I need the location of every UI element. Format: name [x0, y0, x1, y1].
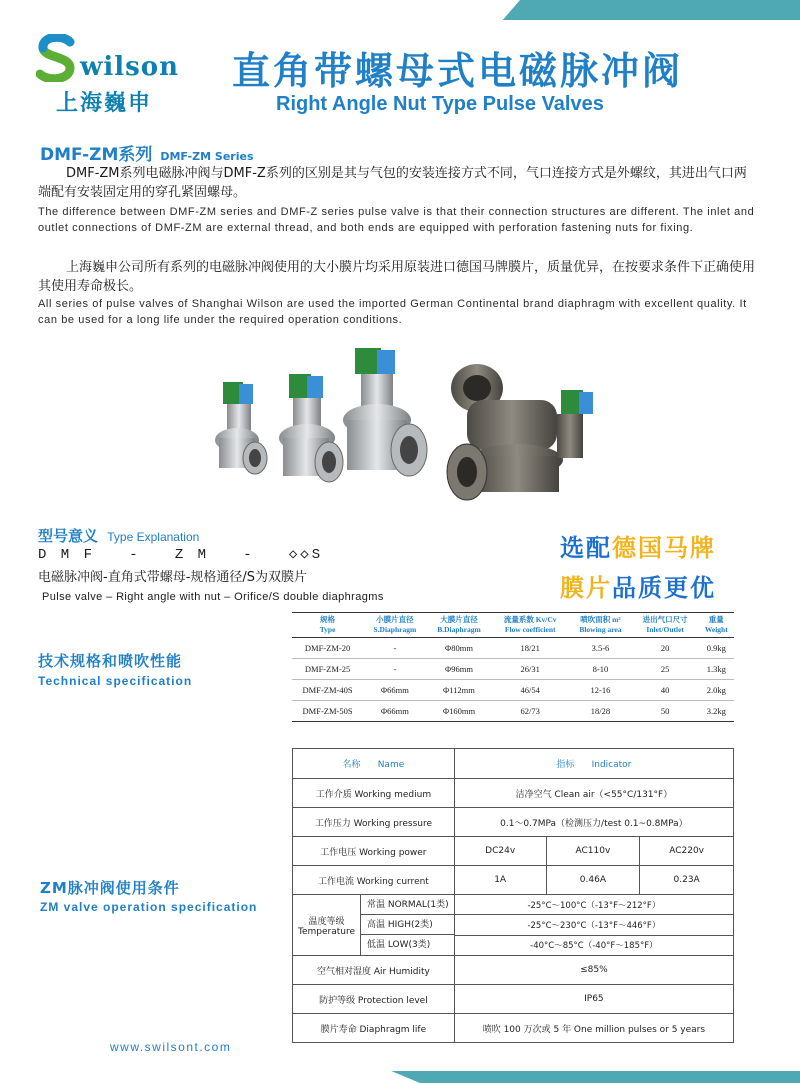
- col-s-diaphragm: 小膜片直径 S.Diaphragm: [363, 613, 427, 638]
- table-row: DMF-ZM-40S Φ66mm Φ112mm 46/54 12-16 40 2.0kg: [292, 680, 734, 701]
- series-paragraph-2-cn: 上海巍申公司所有系列的电磁脉冲阀使用的大小膜片均采用原装进口德国马牌膜片，质量优异，在按要求条件下正确使用其使用寿命极长。: [38, 260, 756, 294]
- tech-spec-title-en: Technical specification: [38, 674, 193, 688]
- website-link[interactable]: www.swilsont.com: [110, 1040, 232, 1054]
- table-row: 温度等级 Temperature 常温 NORMAL(1类) 高温 HIGH(2类) 低温 LOW(3类) -25°C～100°C（-13°F～212°F）: [293, 895, 734, 915]
- conditions-table: [292, 748, 734, 1043]
- valve-large: [343, 348, 427, 476]
- tech-spec-header-row: [292, 613, 734, 638]
- col-inlet-outlet: 进出气口尺寸 Inlet/Outlet: [632, 613, 699, 638]
- table-row: 工作电流 Working current 1A 0.46A 0.23A: [293, 866, 734, 895]
- col-blowing-area: 喷吹面积 m² Blowing area: [569, 613, 632, 638]
- promo-line2-b: 品质更优: [612, 574, 716, 602]
- table-row: DMF-ZM-50S Φ66mm Φ160mm 62/73 18/28 50 3.2kg: [292, 701, 734, 722]
- col-weight: 重量 Weight: [699, 613, 734, 638]
- table-row: -25°C～230°C（-13°F～446°F）: [293, 915, 734, 935]
- type-description-cn: 电磁脉冲阀-直角式带螺母-规格通径/S为双膜片: [38, 570, 308, 585]
- table-row: 工作压力 Working pressure 0.1～0.7MPa（检测压力/test 0.1~0.8MPa）: [293, 808, 734, 837]
- promo-line1-b: 德国马牌: [612, 534, 716, 562]
- table-row: 工作介质 Working medium 洁净空气 Clean air（<55°C/131°F）: [293, 779, 734, 808]
- series-paragraph-2-en: All series of pulse valves of Shanghai Wilson are used the imported German Continental brand diaphragm with excellent quality. It can be used for a long life under the required operation conditions.: [38, 298, 747, 326]
- type-explanation-heading: [38, 525, 199, 546]
- promo-slogan: [560, 528, 716, 608]
- valve-dark-large: [447, 364, 593, 500]
- table-row: 工作电压 Working power DC24v AC110v AC220v: [293, 837, 734, 866]
- series-paragraph-1-cn: DMF-ZM系列电磁脉冲阀与DMF-Z系列的区别是其与气包的安装连接方式不同，气口连接方式是外螺纹，其进出气口两端配有安装固定用的穿孔紧固螺母。: [38, 166, 747, 200]
- table-row: -40°C～85°C（-40°F～185°F）: [293, 935, 734, 955]
- series-heading: [40, 140, 254, 165]
- company-logo: [36, 34, 196, 114]
- conditions-title-cn: ZM脉冲阀使用条件: [40, 879, 180, 897]
- valve-small: [215, 382, 267, 474]
- tech-spec-table: [292, 612, 734, 722]
- conditions-heading: [40, 877, 257, 914]
- col-type: 规格 Type: [292, 613, 363, 638]
- tech-spec-heading: [38, 650, 192, 688]
- series-title-en: DMF-ZM Series: [160, 150, 254, 163]
- temperature-cell: 温度等级 Temperature 常温 NORMAL(1类) 高温 HIGH(2类) 低温 LOW(3类): [293, 895, 455, 956]
- type-explanation-title-en: Type Explanation: [107, 530, 200, 544]
- col-b-diaphragm: 大膜片直径 B.Diaphragm: [427, 613, 492, 638]
- logo-chinese-name: 上海巍申: [56, 91, 153, 116]
- conditions-title-en: ZM valve operation specification: [40, 900, 258, 914]
- type-description-en: Pulse valve – Right angle with nut – Orifice/S double diaphragms: [42, 591, 384, 603]
- valve-medium: [279, 374, 343, 482]
- conditions-indicator-header: 指标 Indicator: [454, 749, 733, 779]
- series-title-cn: DMF-ZM系列: [40, 145, 153, 165]
- logo-wordmark: wilson: [80, 52, 180, 82]
- table-row: 防护等级 Protection level IP65: [293, 985, 734, 1014]
- promo-line2-a: 膜片: [560, 574, 612, 602]
- promo-line1-a: 选配: [560, 534, 612, 562]
- type-code: D M F - Z M - ◇◇S: [38, 547, 324, 563]
- table-row: DMF-ZM-20 - Φ80mm 18/21 3.5-6 20 0.9kg: [292, 638, 734, 659]
- logo-s-mark-icon: [36, 34, 78, 82]
- top-band-cutout: [0, 0, 520, 24]
- table-row: DMF-ZM-25 - Φ96mm 26/31 8-10 25 1.3kg: [292, 659, 734, 680]
- page-title-en: Right Angle Nut Type Pulse Valves: [276, 93, 604, 115]
- product-photo-valves: [205, 340, 625, 520]
- series-paragraph-1-en: The difference between DMF-ZM series and DMF-Z series pulse valve is that their connection structures are different. The inlet and outlet connections of DMF-ZM are external thread, and both ends are equipped with perforation fastening nuts for fixing.: [38, 206, 755, 234]
- conditions-name-header: 名称 Name: [293, 749, 455, 779]
- table-row: 空气相对湿度 Air Humidity ≤85%: [293, 956, 734, 985]
- col-flow-coefficient: 流量系数 Kv/Cv Flow coefficient: [491, 613, 569, 638]
- page-title-cn: 直角带螺母式电磁脉冲阀: [232, 49, 684, 93]
- table-row: 膜片寿命 Diaphragm life 喷吹 100 万次或 5 年 One million pulses or 5 years: [293, 1014, 734, 1043]
- type-explanation-title-cn: 型号意义: [38, 527, 99, 545]
- tech-spec-title-cn: 技术规格和喷吹性能: [38, 652, 183, 670]
- bottom-band-cutout: [0, 1069, 420, 1083]
- conditions-header-row: [293, 749, 734, 779]
